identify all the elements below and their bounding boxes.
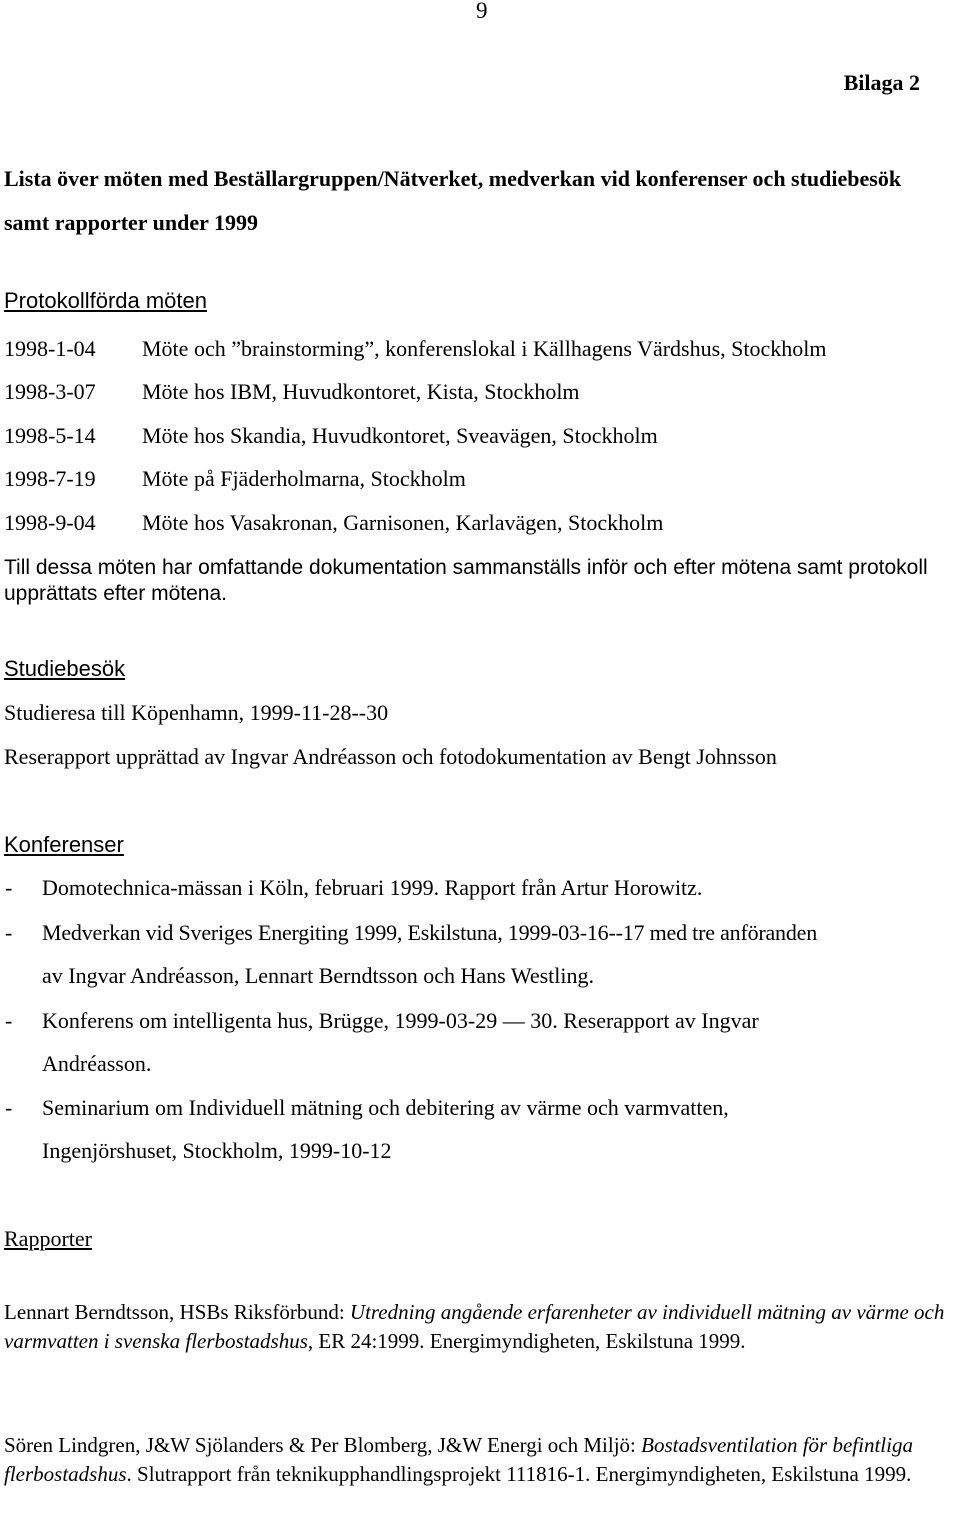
meeting-row (4, 336, 827, 362)
bullet-dash: - (5, 1095, 13, 1120)
meeting-text: Möte på Fjäderholmarna, Stockholm (142, 466, 466, 491)
page-number: 9 (476, 0, 488, 23)
report-title: Utredning angående erfarenheter av individuell mätning av värme och varmvatten i svenska flerbostadshus (4, 1300, 945, 1353)
meeting-date: 1998-1-04 (4, 336, 96, 361)
meeting-text: Möte och ”brainstorming”, konferenslokal i Källhagens Värdshus, Stockholm (142, 336, 827, 361)
report-author: Sören Lindgren, J&W Sjölanders & Per Blomberg, J&W Energi och Miljö: (4, 1433, 642, 1457)
meetings-note: Till dessa möten har omfattande dokumentation sammanställs inför och efter mötena samt protokoll upprättats efter mötena. (4, 556, 928, 605)
conference-item: Domotechnica-mässan i Köln, februari 1999. Rapport från Artur Horowitz. (42, 875, 703, 900)
meeting-text: Möte hos Skandia, Huvudkontoret, Sveavägen, Stockholm (142, 423, 658, 448)
report-reference (4, 1431, 959, 1489)
meeting-row (4, 379, 580, 405)
bullet-dash: - (5, 875, 13, 900)
study-report-line: Reserapport upprättad av Ingvar Andréasson och fotodokumentation av Bengt Johnsson (4, 744, 777, 769)
document-title: Lista över möten med Beställargruppen/Nätverket, medverkan vid konferenser och studiebesök samt rapporter under 1999 (4, 166, 902, 235)
conference-item: Konferens om intelligenta hus, Brügge, 1999-03-29 — 30. Reserapport av Ingvar (42, 1008, 759, 1033)
report-author: Lennart Berndtsson, HSBs Riksförbund: (4, 1300, 350, 1324)
conference-item-cont: av Ingvar Andréasson, Lennart Berndtsson och Hans Westling. (42, 963, 594, 988)
report-reference (4, 1298, 959, 1356)
report-details: , ER 24:1999. Energimyndigheten, Eskilstuna 1999. (307, 1329, 746, 1353)
appendix-label: Bilaga 2 (843, 70, 920, 95)
meeting-text: Möte hos Vasakronan, Garnisonen, Karlavägen, Stockholm (142, 510, 664, 535)
report-title: Bostadsventilation för befintliga flerbostadshus (4, 1433, 913, 1486)
meeting-row (4, 423, 658, 449)
meeting-date: 1998-3-07 (4, 379, 96, 404)
meetings-heading: Protokollförda möten (4, 288, 207, 313)
bullet-dash: - (5, 1008, 13, 1033)
meeting-text: Möte hos IBM, Huvudkontoret, Kista, Stockholm (142, 379, 580, 404)
study-heading: Studiebesök (4, 656, 126, 681)
conference-item-cont: Ingenjörshuset, Stockholm, 1999-10-12 (42, 1138, 392, 1163)
conferences-heading: Konferenser (4, 832, 124, 857)
meeting-row (4, 510, 663, 536)
study-line: Studieresa till Köpenhamn, 1999-11-28--30 (4, 700, 389, 725)
bullet-dash: - (5, 920, 13, 945)
meeting-row (4, 466, 466, 492)
conference-item: Seminarium om Individuell mätning och debitering av värme och varmvatten, (42, 1095, 729, 1120)
report-details: . Slutrapport från teknikupphandlingsprojekt 111816-1. Energimyndigheten, Eskilstuna 1999. (126, 1462, 912, 1486)
meeting-date: 1998-5-14 (4, 423, 96, 448)
meeting-date: 1998-7-19 (4, 466, 96, 491)
reports-heading: Rapporter (4, 1226, 92, 1251)
conference-item-cont: Andréasson. (42, 1051, 152, 1076)
conference-item: Medverkan vid Sveriges Energiting 1999, Eskilstuna, 1999-03-16--17 med tre anföranden (42, 920, 818, 945)
meeting-date: 1998-9-04 (4, 510, 96, 535)
